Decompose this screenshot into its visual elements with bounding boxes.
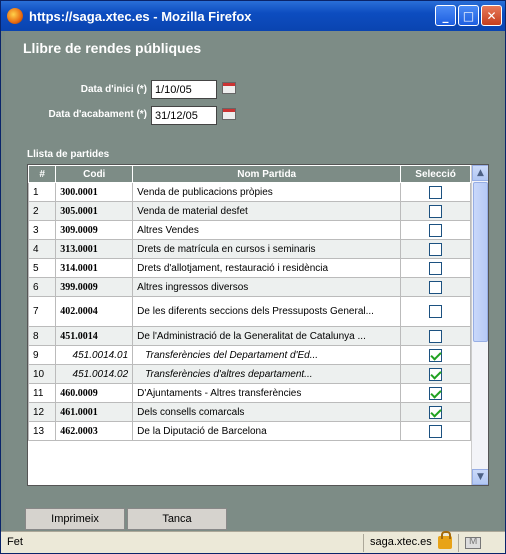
row-number: 12 — [29, 403, 56, 422]
calendar-icon[interactable] — [222, 108, 236, 120]
row-selection — [401, 259, 471, 278]
row-selection — [401, 240, 471, 259]
row-name: Transferències del Departament d'Ed... — [133, 346, 401, 365]
selection-checkbox[interactable] — [429, 243, 442, 256]
start-date-input[interactable] — [151, 80, 217, 99]
table-row — [29, 403, 471, 422]
row-name: Venda de material desfet — [133, 202, 401, 221]
items-table — [28, 165, 471, 441]
page-content — [5, 31, 501, 531]
vertical-scrollbar[interactable] — [471, 165, 488, 485]
row-code: 309.0009 — [56, 221, 133, 240]
header-name: Nom Partida — [133, 166, 401, 183]
table-row — [29, 202, 471, 221]
end-date-input[interactable] — [151, 106, 217, 125]
row-selection — [401, 202, 471, 221]
row-code: 462.0003 — [56, 422, 133, 441]
firefox-icon — [7, 8, 23, 24]
scroll-down-button[interactable]: ▼ — [472, 469, 489, 485]
minimize-button[interactable]: _ — [435, 5, 456, 26]
row-code: 402.0004 — [56, 297, 133, 327]
row-number: 7 — [29, 297, 56, 327]
row-code: 314.0001 — [56, 259, 133, 278]
table-header-row — [29, 166, 471, 183]
row-code: 451.0014 — [56, 327, 133, 346]
row-number: 9 — [29, 346, 56, 365]
row-code: 451.0014.02 — [56, 365, 133, 384]
table-row — [29, 365, 471, 384]
row-number: 8 — [29, 327, 56, 346]
scroll-up-button[interactable]: ▲ — [472, 165, 489, 181]
selection-checkbox[interactable] — [429, 305, 442, 318]
selection-checkbox[interactable] — [429, 281, 442, 294]
row-code: 300.0001 — [56, 183, 133, 202]
table-row — [29, 183, 471, 202]
header-selection: Selecció — [401, 166, 471, 183]
close-window-button[interactable]: ✕ — [481, 5, 502, 26]
header-number: # — [29, 166, 56, 183]
row-name: Transferències d'altres departament... — [133, 365, 401, 384]
maximize-button[interactable]: □ — [458, 5, 479, 26]
selection-checkbox[interactable] — [429, 205, 442, 218]
items-grid — [27, 164, 489, 486]
table-row — [29, 422, 471, 441]
row-code: 460.0009 — [56, 384, 133, 403]
selection-checkbox[interactable] — [429, 186, 442, 199]
table-row — [29, 297, 471, 327]
table-row — [29, 240, 471, 259]
table-row — [29, 327, 471, 346]
row-number: 3 — [29, 221, 56, 240]
selection-checkbox[interactable] — [429, 425, 442, 438]
status-bar — [1, 531, 505, 553]
row-number: 10 — [29, 365, 56, 384]
selection-checkbox[interactable] — [429, 387, 442, 400]
list-title: Llista de partides — [27, 149, 110, 160]
row-number: 5 — [29, 259, 56, 278]
close-button[interactable]: Tanca — [127, 508, 227, 530]
row-selection — [401, 183, 471, 202]
row-number: 11 — [29, 384, 56, 403]
row-selection — [401, 278, 471, 297]
row-code: 305.0001 — [56, 202, 133, 221]
row-code: 451.0014.01 — [56, 346, 133, 365]
row-code: 313.0001 — [56, 240, 133, 259]
table-row — [29, 278, 471, 297]
calendar-icon[interactable] — [222, 82, 236, 94]
row-code: 461.0001 — [56, 403, 133, 422]
row-selection — [401, 365, 471, 384]
row-number: 4 — [29, 240, 56, 259]
row-selection — [401, 346, 471, 365]
header-code: Codi — [56, 166, 133, 183]
title-bar[interactable] — [1, 1, 505, 31]
selection-checkbox[interactable] — [429, 330, 442, 343]
selection-checkbox[interactable] — [429, 368, 442, 381]
row-name: Drets d'allotjament, restauració i residència — [133, 259, 401, 278]
mail-icon[interactable] — [465, 537, 481, 549]
row-selection — [401, 221, 471, 240]
row-number: 13 — [29, 422, 56, 441]
row-name: De les diferents seccions dels Pressuposts General... — [133, 297, 401, 327]
row-number: 1 — [29, 183, 56, 202]
row-number: 6 — [29, 278, 56, 297]
table-row — [29, 259, 471, 278]
row-name: De la Diputació de Barcelona — [133, 422, 401, 441]
print-button[interactable]: Imprimeix — [25, 508, 125, 530]
end-date-label: Data d'acabament (*) — [48, 109, 147, 120]
row-name: D'Ajuntaments - Altres transferències — [133, 384, 401, 403]
status-separator — [458, 534, 459, 552]
row-selection — [401, 297, 471, 327]
window-title: https://saga.xtec.es - Mozilla Firefox — [29, 8, 252, 24]
row-name: Venda de publicacions pròpies — [133, 183, 401, 202]
start-date-label: Data d'inici (*) — [80, 84, 147, 95]
selection-checkbox[interactable] — [429, 224, 442, 237]
table-row — [29, 384, 471, 403]
row-code: 399.0009 — [56, 278, 133, 297]
row-name: De l'Administració de la Generalitat de Catalunya ... — [133, 327, 401, 346]
row-number: 2 — [29, 202, 56, 221]
table-row — [29, 346, 471, 365]
page-title: Llibre de rendes públiques — [23, 40, 202, 56]
selection-checkbox[interactable] — [429, 349, 442, 362]
row-selection — [401, 327, 471, 346]
selection-checkbox[interactable] — [429, 262, 442, 275]
row-name: Altres ingressos diversos — [133, 278, 401, 297]
row-selection — [401, 403, 471, 422]
row-name: Altres Vendes — [133, 221, 401, 240]
row-selection — [401, 384, 471, 403]
selection-checkbox[interactable] — [429, 406, 442, 419]
row-name: Dels consells comarcals — [133, 403, 401, 422]
status-host: saga.xtec.es — [370, 536, 432, 548]
status-text: Fet — [7, 536, 23, 548]
row-name: Drets de matrícula en cursos i seminaris — [133, 240, 401, 259]
table-row — [29, 221, 471, 240]
status-separator — [363, 534, 364, 552]
lock-icon[interactable] — [438, 536, 452, 549]
scroll-thumb[interactable] — [473, 182, 488, 342]
row-selection — [401, 422, 471, 441]
